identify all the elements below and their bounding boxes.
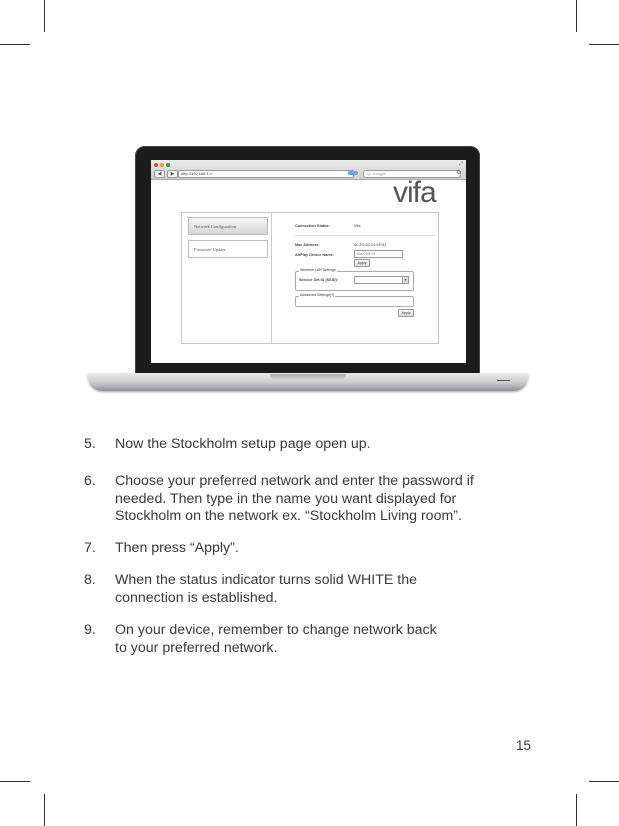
step-line: Stockholm on the network ex. “Stockholm Living room”.	[115, 508, 462, 524]
vifa-logo: vifa	[393, 176, 436, 209]
apply-small-button[interactable]: Apply	[354, 259, 370, 267]
crop-mark-bottom-right-vertical	[576, 794, 577, 826]
minimize-dot[interactable]	[160, 163, 164, 167]
advanced-settings-legend[interactable]: Advanced Settings[+]	[300, 293, 335, 297]
back-arrow-icon[interactable]: ◀	[154, 170, 165, 178]
mac-address-label: Mac Address:	[295, 243, 320, 247]
step-text	[115, 436, 535, 454]
step-line: Choose your preferred network and enter the password if	[115, 473, 474, 489]
airplay-name-label: AirPlay Device Name:	[295, 253, 335, 257]
step-number: 8.	[84, 572, 96, 588]
page-number: 15	[516, 738, 532, 753]
laptop-notch	[270, 374, 346, 380]
airplay-name-field[interactable]: Vifa-010F91	[354, 250, 403, 258]
zoom-dot[interactable]	[166, 163, 170, 167]
connection-status-value: Vifa	[354, 224, 361, 228]
step-line: connection is established.	[115, 589, 278, 606]
step-text	[115, 540, 535, 558]
tab-firmware-update[interactable]: Firmware Update	[188, 240, 268, 258]
step-number: 5.	[84, 436, 96, 452]
gear-icon[interactable]: ⚙	[456, 170, 462, 176]
step-number: 6.	[84, 473, 96, 489]
laptop-illustration	[0, 0, 619, 400]
close-dot[interactable]	[154, 163, 158, 167]
chevron-down-icon[interactable]: ▾	[402, 277, 408, 283]
crop-mark-bottom-left-horizontal	[0, 781, 30, 782]
crop-mark-bottom-left-vertical	[44, 794, 45, 826]
connection-status-label: Connection Status:	[295, 224, 330, 228]
step-line: needed. Then type in the name you want displayed for	[115, 490, 457, 507]
step-line: to your preferred network.	[115, 639, 278, 656]
settings-sidebar	[182, 213, 272, 343]
fullscreen-icon[interactable]: ⤢	[458, 161, 463, 167]
window-controls	[154, 163, 170, 167]
mac-address-value: 4C:F0:2C:01:0F:91	[354, 243, 387, 247]
tab-network-configuration[interactable]: Network Configuration	[188, 217, 268, 235]
ssid-select[interactable]	[354, 276, 409, 284]
wireless-lan-legend: Wireless LAN Settings	[300, 268, 336, 272]
rss-icon[interactable]	[348, 171, 358, 175]
laptop-screen	[151, 160, 466, 363]
step-line: Now the Stockholm setup page open up.	[115, 436, 371, 452]
step-text	[115, 473, 535, 526]
nav-buttons	[154, 170, 178, 178]
advanced-settings-group	[295, 296, 414, 307]
step-line: Then press “Apply”.	[115, 540, 239, 556]
step-number: 7.	[84, 540, 96, 556]
address-bar[interactable]: http://192.168.1.1	[178, 170, 354, 178]
ssid-label: Service Set ID (SSID):	[299, 278, 339, 282]
step-line: When the status indicator turns solid WHITE the	[115, 572, 418, 588]
search-field[interactable]: Q- Google	[363, 170, 461, 178]
step-text	[115, 622, 535, 657]
forward-arrow-icon[interactable]: ▶	[167, 170, 178, 178]
divider	[295, 235, 435, 236]
crop-mark-bottom-right-horizontal	[589, 781, 619, 782]
step-line: On your device, remember to change network back	[115, 622, 437, 638]
step-text	[115, 572, 535, 607]
settings-panel	[181, 212, 439, 344]
step-number: 9.	[84, 622, 96, 638]
apply-button[interactable]: Apply	[398, 309, 414, 317]
laptop-indicator	[497, 380, 510, 381]
